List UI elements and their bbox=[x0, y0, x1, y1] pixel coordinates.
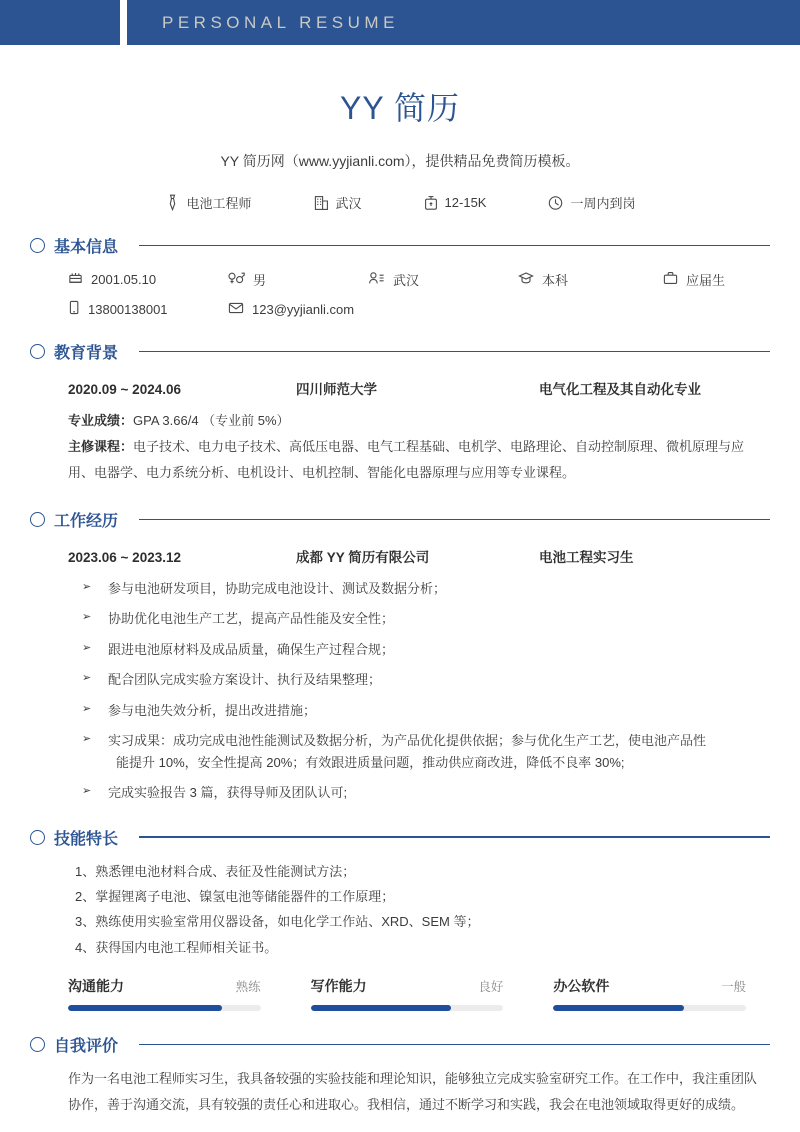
education-details bbox=[30, 408, 770, 486]
birthday-cake-icon bbox=[68, 271, 83, 288]
education-courses-value: 电子技术、电力电子技术、高低压电器、电气工程基础、电机学、电路理论、自动控制原理、微机原理与应用、电器学、电力系统分析、电机设计、电机控制、智能化电器原理与应用等专业课程。 bbox=[68, 439, 745, 480]
skill-bar-fill bbox=[553, 1005, 684, 1011]
section-bullet-circle-icon bbox=[30, 512, 45, 527]
bullet-text-continuation: 能提升 10%，安全性提高 20%；有效跟进质量问题，推动供应商改进，降低不良率 30%; bbox=[116, 754, 625, 770]
meta-label-salary: 12-15K bbox=[444, 195, 487, 210]
meta-item-city bbox=[314, 193, 362, 212]
profile-meta-row bbox=[0, 193, 800, 212]
info-phone bbox=[68, 300, 228, 318]
section-header-work bbox=[30, 508, 770, 531]
skill-line: 4、获得国内电池工程师相关证书。 bbox=[75, 939, 278, 955]
work-bullet-list bbox=[30, 578, 770, 804]
info-email bbox=[228, 301, 354, 317]
section-work-experience bbox=[0, 508, 800, 804]
info-experience-status bbox=[663, 270, 725, 289]
self-evaluation-text: 作为一名电池工程师实习生，我具备较强的实验技能和理论知识，能够独立完成实验室研究工作。在工作中，我注重团队协作，善于沟通交流，具有较强的责任心和进取心。我相信，通过不断学习和实践，我会在电池领域取得更好的成绩。 bbox=[68, 1070, 758, 1112]
list-item bbox=[82, 782, 770, 803]
bullet-arrow-icon: ➢ bbox=[82, 611, 92, 624]
section-skills bbox=[0, 826, 800, 1011]
skill-bar-name: 沟通能力 bbox=[68, 977, 124, 994]
skill-bar-communication bbox=[68, 976, 261, 1011]
section-self-evaluation bbox=[0, 1033, 800, 1118]
money-bag-icon bbox=[424, 195, 438, 211]
section-title-skills: 技能特长 bbox=[54, 830, 119, 848]
section-header-basic-info bbox=[30, 234, 770, 257]
skill-bar-track bbox=[68, 1005, 261, 1011]
basic-info-row-1 bbox=[68, 270, 770, 289]
clock-icon bbox=[548, 195, 563, 211]
section-header-education bbox=[30, 340, 770, 363]
work-date: 2023.06 ~ 2023.12 bbox=[68, 550, 181, 565]
education-gpa-value: GPA 3.66/4 （专业前 5%） bbox=[133, 413, 290, 428]
education-major: 电气化工程及其自动化专业 bbox=[539, 382, 701, 397]
education-courses-line bbox=[68, 434, 762, 486]
info-phone-value: 13800138001 bbox=[88, 301, 168, 317]
info-experience-status-value: 应届生 bbox=[686, 273, 726, 288]
section-rule bbox=[139, 351, 770, 353]
header-banner bbox=[127, 0, 800, 45]
skill-bar-fill bbox=[311, 1005, 452, 1011]
skills-list bbox=[30, 859, 770, 960]
bullet-text: 协助优化电池生产工艺，提高产品性能及安全性； bbox=[108, 611, 395, 627]
briefcase-icon bbox=[663, 271, 678, 288]
mail-icon bbox=[228, 301, 244, 317]
education-gpa-label: 专业成绩： bbox=[68, 413, 134, 428]
bullet-text: 参与电池研发项目，协助完成电池设计、测试及数据分析； bbox=[108, 581, 447, 596]
education-date: 2020.09 ~ 2024.06 bbox=[68, 382, 181, 397]
skill-bar-name: 写作能力 bbox=[310, 977, 367, 994]
skill-bar-writing bbox=[311, 976, 504, 1011]
skill-line: 2、掌握锂离子电池、镍氢电池等储能器件的工作原理； bbox=[75, 888, 395, 904]
list-item bbox=[82, 700, 770, 721]
info-gender bbox=[228, 270, 368, 289]
info-education-level bbox=[518, 270, 663, 289]
list-item bbox=[82, 669, 770, 690]
work-role: 电池工程实习生 bbox=[539, 550, 634, 565]
education-entry-row bbox=[30, 378, 770, 398]
meta-label-availability: 一周内到岗 bbox=[570, 196, 636, 211]
section-rule bbox=[139, 519, 770, 521]
bullet-text: 参与电池失效分析，提出改进措施； bbox=[108, 702, 317, 718]
bullet-arrow-icon: ➢ bbox=[82, 702, 92, 715]
bullet-arrow-icon: ➢ bbox=[82, 785, 92, 798]
education-gpa-line bbox=[68, 408, 762, 434]
skill-bar-level: 一般 bbox=[721, 979, 747, 994]
info-hometown-value: 武汉 bbox=[393, 273, 420, 288]
basic-info-row-2 bbox=[68, 300, 770, 318]
info-hometown bbox=[368, 270, 518, 289]
info-education-level-value: 本科 bbox=[542, 273, 569, 288]
skill-bar-track bbox=[311, 1005, 504, 1011]
basic-info-body bbox=[30, 270, 770, 318]
phone-icon bbox=[68, 300, 80, 318]
education-courses-label: 主修课程： bbox=[68, 439, 134, 454]
building-icon bbox=[314, 195, 329, 211]
graduation-cap-icon bbox=[518, 271, 534, 288]
list-item bbox=[82, 730, 770, 773]
skill-bar-level: 熟练 bbox=[235, 979, 261, 994]
work-company: 成都 YY 简历有限公司 bbox=[296, 550, 430, 565]
person-icon bbox=[368, 271, 385, 288]
meta-item-salary bbox=[424, 195, 487, 211]
bullet-text: 配合团队完成实验方案设计、执行及结果整理； bbox=[108, 672, 382, 688]
list-item bbox=[82, 639, 770, 660]
section-bullet-circle-icon bbox=[30, 344, 45, 359]
meta-label-position: 电池工程师 bbox=[186, 196, 252, 211]
section-rule bbox=[139, 245, 770, 247]
work-entry-row bbox=[30, 546, 770, 566]
bullet-arrow-icon: ➢ bbox=[82, 581, 92, 593]
skill-bar-track bbox=[553, 1005, 746, 1011]
skill-bar-name: 办公软件 bbox=[553, 977, 610, 994]
info-birthdate-value: 2001.05.10 bbox=[91, 272, 157, 287]
header-accent-block bbox=[0, 0, 120, 45]
meta-item-availability bbox=[548, 193, 635, 212]
section-basic-info bbox=[0, 234, 800, 318]
bullet-arrow-icon: ➢ bbox=[82, 641, 92, 654]
bullet-text: 实习成果：成功完成电池性能测试及数据分析，为产品优化提供依据；参与优化生产工艺，使电池产品性 bbox=[108, 733, 707, 749]
list-item bbox=[82, 608, 770, 629]
section-title-self-eval: 自我评价 bbox=[54, 1037, 119, 1055]
header-banner-label: PERSONAL RESUME bbox=[162, 12, 399, 32]
skill-bar-office-software bbox=[553, 976, 746, 1011]
info-email-value: 123@yyjianli.com bbox=[252, 301, 355, 317]
tie-icon bbox=[165, 194, 180, 211]
section-title-education: 教育背景 bbox=[54, 345, 119, 362]
skill-bar-fill bbox=[68, 1005, 222, 1011]
bullet-text: 跟进电池原材料及成品质量，确保生产过程合规； bbox=[108, 641, 395, 657]
section-education bbox=[0, 340, 800, 486]
section-rule bbox=[139, 1044, 770, 1046]
bullet-arrow-icon: ➢ bbox=[82, 672, 92, 685]
skill-bar-level: 良好 bbox=[478, 979, 504, 994]
section-header-self-eval bbox=[30, 1033, 770, 1056]
skill-bars bbox=[30, 976, 770, 1011]
bullet-arrow-icon: ➢ bbox=[82, 733, 92, 746]
section-title-basic-info: 基本信息 bbox=[54, 239, 119, 256]
section-rule bbox=[139, 836, 770, 838]
candidate-name: YY 简历 bbox=[339, 90, 460, 126]
skill-line: 1、熟悉锂电池材料合成、表征及性能测试方法； bbox=[75, 863, 356, 879]
section-bullet-circle-icon bbox=[30, 238, 45, 253]
section-bullet-circle-icon bbox=[30, 1037, 45, 1052]
section-header-skills bbox=[30, 826, 770, 849]
info-birthdate bbox=[68, 271, 228, 288]
bullet-text: 完成实验报告 3 篇，获得导师及团队认可; bbox=[108, 785, 348, 801]
gender-icon bbox=[228, 271, 245, 288]
info-gender-value: 男 bbox=[253, 273, 267, 288]
section-title-work: 工作经历 bbox=[54, 513, 119, 530]
meta-item-position bbox=[165, 193, 252, 212]
skill-line: 3、熟练使用实验室常用仪器设备，如电化学工作站、XRD、SEM 等； bbox=[75, 914, 480, 930]
list-item bbox=[82, 578, 770, 599]
education-school: 四川师范大学 bbox=[296, 382, 377, 397]
site-tagline: YY 简历网（www.yyjianli.com），提供精品免费简历模板。 bbox=[220, 153, 580, 169]
meta-label-city: 武汉 bbox=[335, 196, 362, 211]
section-bullet-circle-icon bbox=[30, 830, 45, 845]
